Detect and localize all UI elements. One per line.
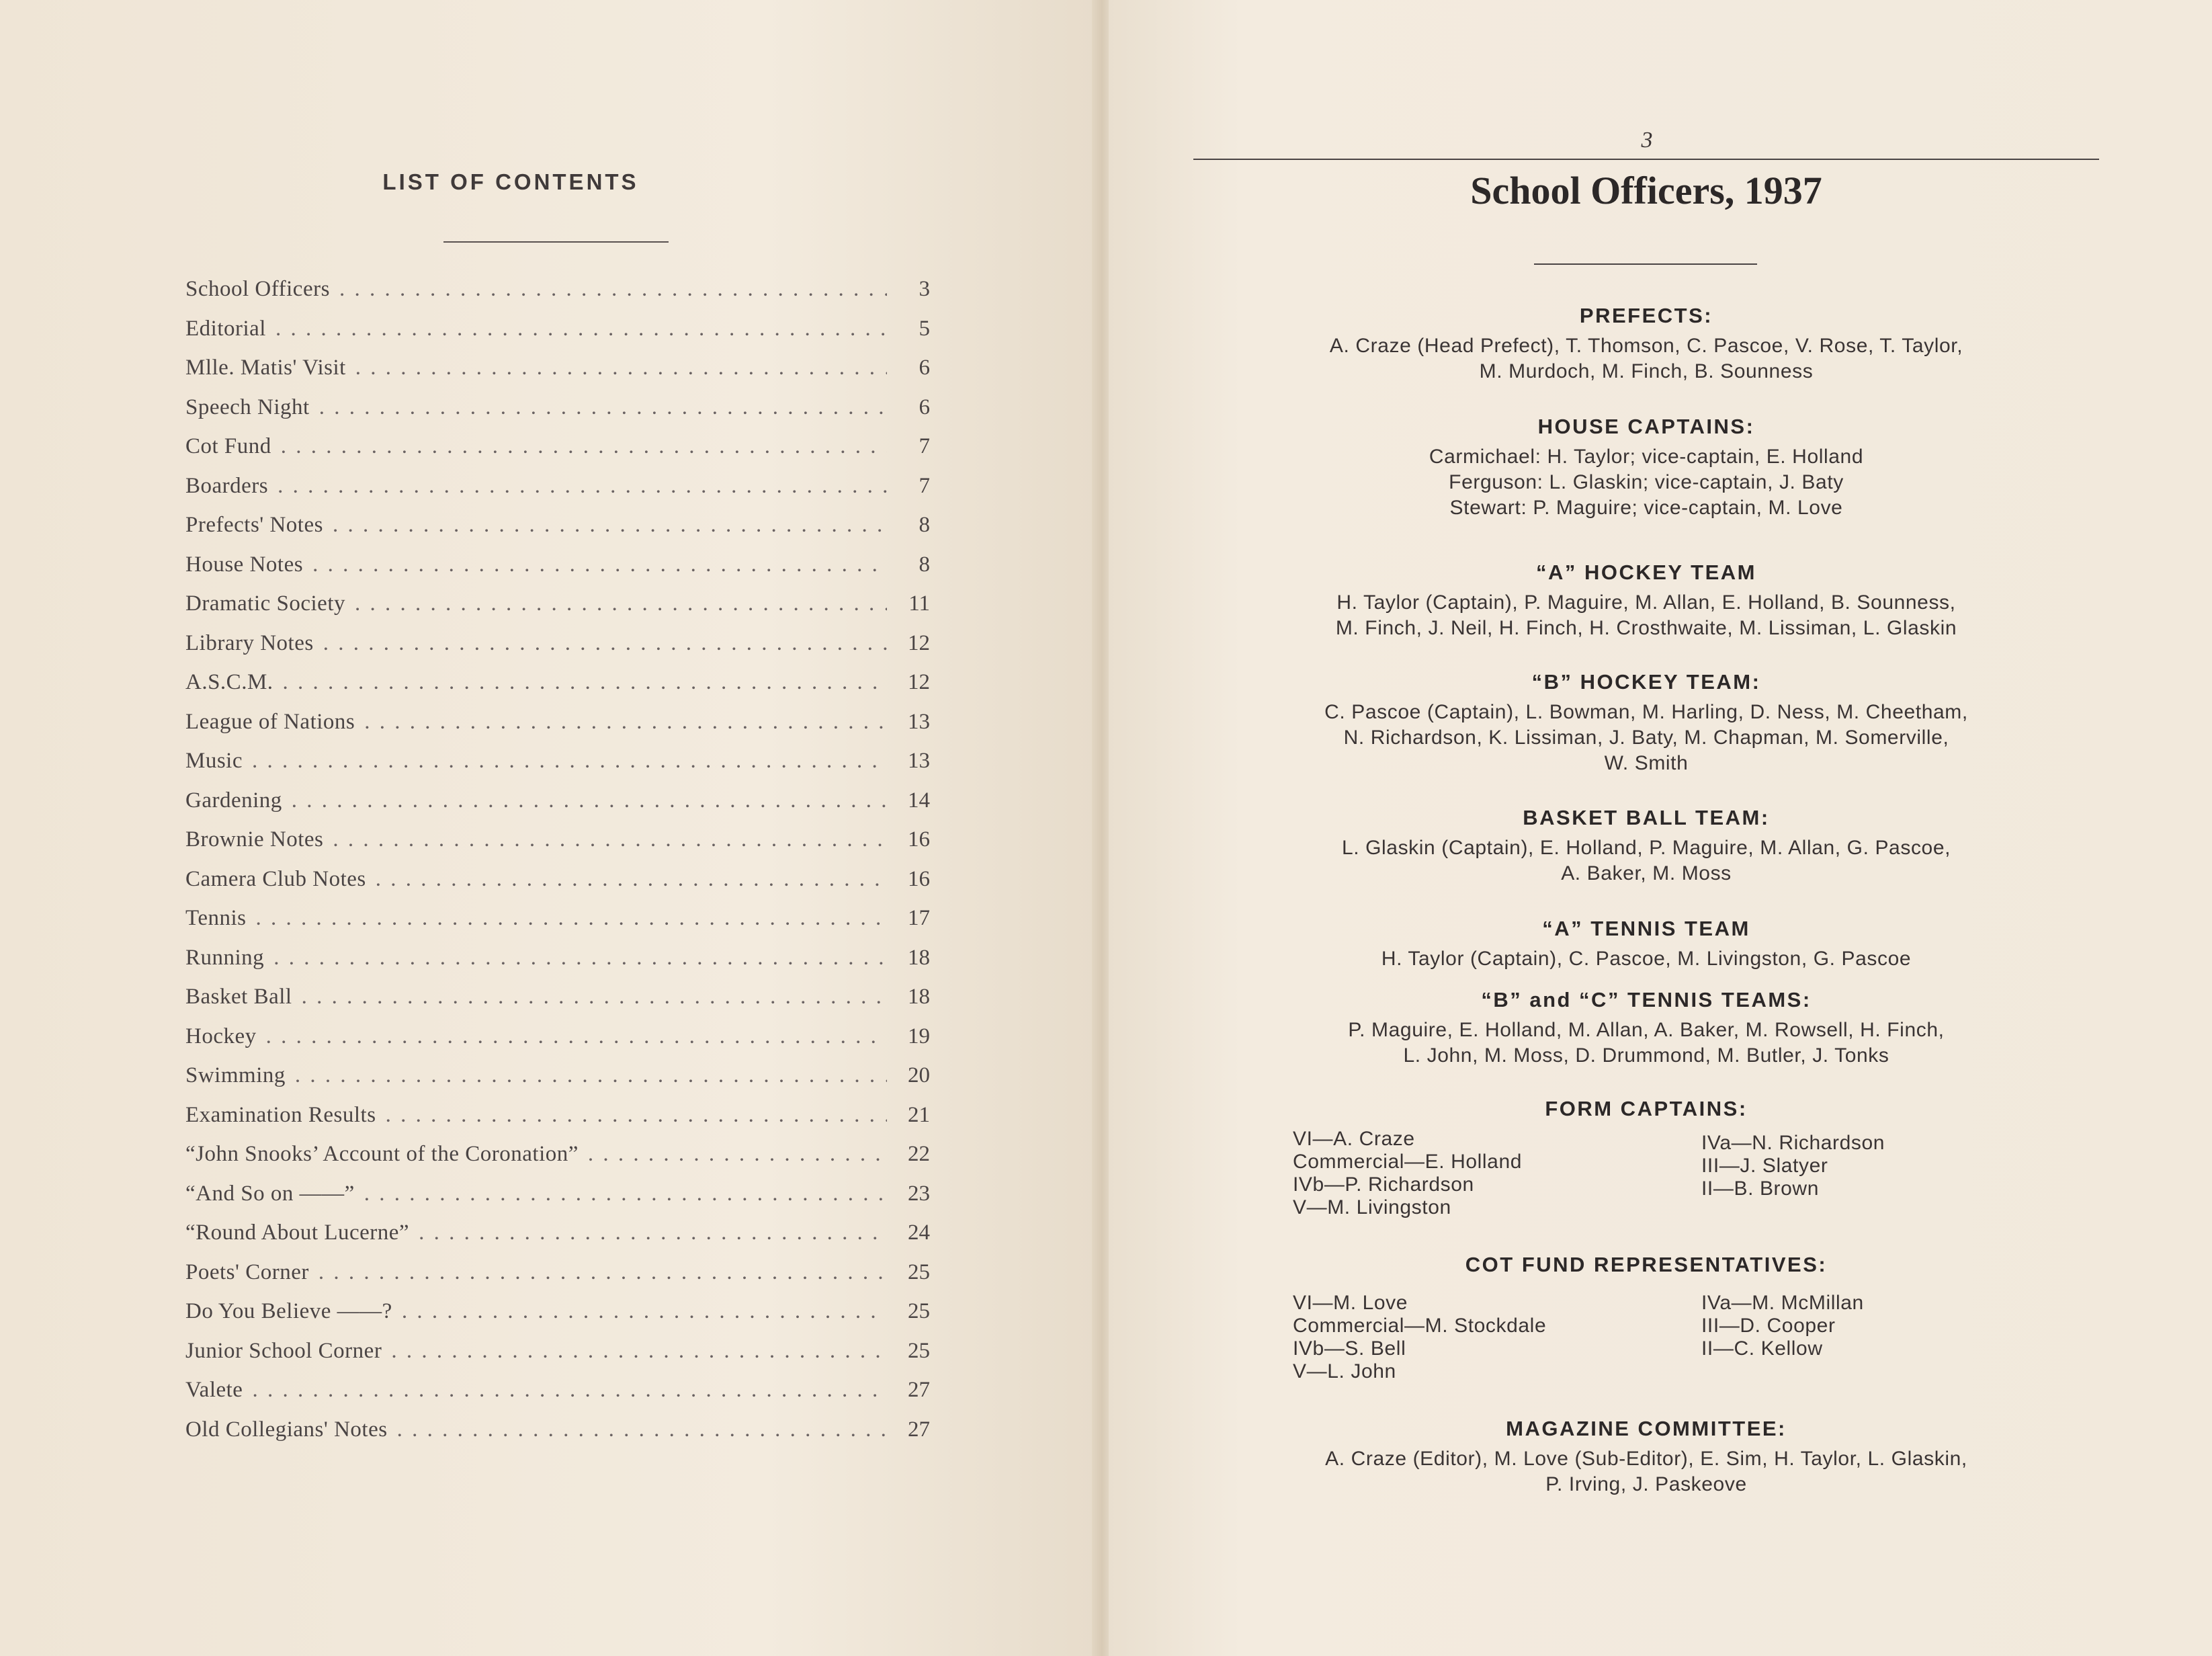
- toc-entry-page: 27: [908, 1417, 930, 1442]
- toc-leader-dots: [252, 749, 887, 774]
- section-prefects: [1193, 304, 2099, 384]
- toc-entry-title: Library Notes: [185, 630, 314, 655]
- section-line: W. Smith: [1604, 752, 1689, 774]
- toc-entry-title: Camera Club Notes: [185, 866, 366, 891]
- toc-entry-title: Music: [185, 749, 243, 773]
- section-line: C. Pascoe (Captain), L. Bowman, M. Harling, D. Ness, M. Cheetham,: [1324, 701, 1968, 723]
- toc-leader-dots: [397, 1417, 887, 1442]
- toc-entry: [185, 356, 930, 395]
- toc-entry-page: 21: [908, 1102, 930, 1127]
- toc-leader-dots: [419, 1220, 887, 1245]
- section-heading: “A” HOCKEY TEAM: [1535, 561, 1756, 584]
- toc-entry-title: League of Nations: [185, 709, 355, 734]
- section-heading: BASKET BALL TEAM:: [1523, 806, 1770, 829]
- toc-entry: [185, 434, 930, 474]
- toc-entry: [185, 552, 930, 592]
- toc-entry-page: 16: [908, 866, 930, 891]
- toc-entry-title: House Notes: [185, 552, 304, 577]
- toc-entry: [185, 1024, 930, 1064]
- toc-leader-dots: [386, 1103, 887, 1128]
- list-item: IVb—S. Bell: [1293, 1337, 1406, 1360]
- toc-entry-title: Poets' Corner: [185, 1259, 309, 1284]
- toc-entry-title: Speech Night: [185, 395, 310, 419]
- list-item: V—L. John: [1293, 1360, 1396, 1382]
- section-heading: MAGAZINE COMMITTEE:: [1506, 1417, 1787, 1440]
- toc-entry: [185, 1299, 930, 1339]
- toc-entry-title: Junior School Corner: [185, 1338, 382, 1363]
- list-item: VI—A. Craze: [1293, 1128, 1415, 1150]
- toc-entry: [185, 277, 930, 317]
- section-magazine-committee: [1193, 1417, 2099, 1497]
- toc-leader-dots: [319, 395, 887, 420]
- section-line: H. Taylor (Captain), C. Pascoe, M. Livingston, G. Pascoe: [1381, 948, 1912, 970]
- toc-leader-dots: [355, 591, 887, 616]
- list-item: III—J. Slatyer: [1701, 1155, 1828, 1177]
- list-item: IVa—M. McMillan: [1701, 1292, 1864, 1314]
- toc-entry: [185, 395, 930, 435]
- toc-entry-page: 25: [908, 1259, 930, 1284]
- toc-entry-page: 3: [919, 277, 930, 301]
- toc-entry-page: 12: [908, 670, 930, 694]
- section-bc-tennis: [1193, 988, 2099, 1069]
- title-rule: [443, 241, 669, 243]
- section-line: H. Taylor (Captain), P. Maguire, M. Allan, E. Holland, B. Sounness,: [1336, 591, 1956, 614]
- toc-leader-dots: [295, 1063, 887, 1088]
- toc-entry: [185, 670, 930, 710]
- toc-leader-dots: [364, 1182, 887, 1206]
- list-item: VI—M. Love: [1293, 1292, 1408, 1314]
- toc-entry-title: Prefects' Notes: [185, 513, 323, 537]
- toc-entry-page: 18: [908, 985, 930, 1009]
- toc-leader-dots: [323, 631, 887, 656]
- section-line: N. Richardson, K. Lissiman, J. Baty, M. Chapman, M. Somerville,: [1343, 727, 1949, 749]
- list-item: III—D. Cooper: [1701, 1315, 1836, 1337]
- toc-leader-dots: [376, 867, 887, 892]
- page-number: 3: [1641, 128, 1653, 153]
- page-header: [1193, 128, 2099, 161]
- section-line: M. Finch, J. Neil, H. Finch, H. Crosthwaite, M. Lissiman, L. Glaskin: [1335, 617, 1957, 639]
- contents-title: LIST OF CONTENTS: [382, 169, 639, 194]
- toc-leader-dots: [333, 827, 887, 852]
- header-rule: [1193, 159, 2099, 160]
- section-line: P. Maguire, E. Holland, M. Allan, A. Baker, M. Rowsell, H. Finch,: [1348, 1019, 1945, 1041]
- cot-fund-col1: [1293, 1292, 1701, 1383]
- section-cot-fund: [1193, 1253, 2099, 1282]
- toc-entry-page: 25: [908, 1338, 930, 1363]
- toc-entry-page: 23: [908, 1181, 930, 1206]
- toc-leader-dots: [256, 906, 887, 931]
- list-item: Commercial—E. Holland: [1293, 1151, 1523, 1173]
- toc-entry: [185, 474, 930, 513]
- toc-entry-page: 17: [908, 906, 930, 930]
- toc-entry-title: Hockey: [185, 1024, 257, 1048]
- toc-entry-title: Do You Believe ——?: [185, 1299, 392, 1323]
- toc-entry: [185, 1142, 930, 1182]
- toc-entry-page: 7: [919, 434, 930, 458]
- section-house-captains: [1193, 415, 2099, 521]
- toc-leader-dots: [275, 317, 887, 341]
- toc-entry-page: 8: [919, 552, 930, 577]
- section-a-hockey: [1193, 561, 2099, 641]
- toc-entry-page: 16: [908, 827, 930, 852]
- toc-entry: [185, 827, 930, 867]
- toc-entry-title: Editorial: [185, 316, 266, 341]
- form-captains-col2: [1701, 1128, 1885, 1219]
- toc-entry-page: 13: [908, 709, 930, 734]
- toc-entry: [185, 1220, 930, 1260]
- toc-entry: [185, 788, 930, 828]
- toc-entry-title: Valete: [185, 1378, 243, 1402]
- toc-entry: [185, 1182, 930, 1221]
- list-item: IVb—P. Richardson: [1293, 1173, 1474, 1196]
- toc-entry-title: Old Collegians' Notes: [185, 1417, 388, 1442]
- toc-entry-page: 19: [908, 1024, 930, 1048]
- section-b-hockey: [1193, 670, 2099, 776]
- toc-entry: [185, 710, 930, 749]
- page-title: School Officers, 1937: [1470, 169, 1822, 212]
- toc-entry-title: “And So on ——”: [185, 1181, 355, 1206]
- cot-fund-col2: [1701, 1292, 1864, 1383]
- toc-leader-dots: [278, 474, 887, 499]
- toc-entry-title: “John Snooks’ Account of the Coronation”: [185, 1142, 579, 1166]
- toc-entry: [185, 1378, 930, 1417]
- toc-entry-title: Basket Ball: [185, 985, 292, 1009]
- section-line: M. Murdoch, M. Finch, B. Sounness: [1479, 360, 1814, 382]
- toc-entry-title: School Officers: [185, 277, 330, 301]
- toc-entry-page: 24: [908, 1220, 930, 1245]
- section-line: A. Baker, M. Moss: [1561, 862, 1732, 884]
- form-captains-col1: [1293, 1128, 1701, 1219]
- toc-entry: [185, 749, 930, 788]
- toc-entry-title: Tennis: [185, 906, 247, 930]
- toc-entry-page: 5: [919, 316, 930, 341]
- toc-entry-page: 18: [908, 945, 930, 970]
- section-line: L. Glaskin (Captain), E. Holland, P. Maguire, M. Allan, G. Pascoe,: [1341, 837, 1951, 859]
- toc-entry-page: 14: [908, 788, 930, 813]
- section-line: Ferguson: L. Glaskin; vice-captain, J. Baty: [1449, 471, 1844, 493]
- section-heading: HOUSE CAPTAINS:: [1537, 415, 1755, 438]
- section-heading: “B” and “C” TENNIS TEAMS:: [1481, 988, 1812, 1011]
- toc-entry: [185, 946, 930, 985]
- toc-leader-dots: [355, 356, 887, 380]
- toc-entry: [185, 1339, 930, 1378]
- list-item: Commercial—M. Stockdale: [1293, 1315, 1547, 1337]
- section-a-tennis: [1193, 917, 2099, 972]
- toc-entry-page: 8: [919, 513, 930, 537]
- toc-entry-page: 27: [908, 1378, 930, 1402]
- section-heading: “A” TENNIS TEAM: [1542, 917, 1750, 940]
- section-heading: COT FUND REPRESENTATIVES:: [1465, 1253, 1828, 1276]
- toc-leader-dots: [302, 985, 887, 1009]
- form-captains-list: [1293, 1128, 2032, 1219]
- toc-entry: [185, 906, 930, 946]
- toc-entry: [185, 1260, 930, 1300]
- toc-entry: [185, 591, 930, 631]
- toc-entry-page: 22: [908, 1142, 930, 1166]
- section-line: Stewart: P. Maguire; vice-captain, M. Love: [1449, 497, 1843, 519]
- toc-entry: [185, 631, 930, 671]
- toc-entry-page: 12: [908, 630, 930, 655]
- toc-leader-dots: [318, 1260, 887, 1285]
- section-line: L. John, M. Moss, D. Drummond, M. Butler, J. Tonks: [1403, 1044, 1889, 1067]
- section-basket-ball: [1193, 806, 2099, 886]
- toc-entry: [185, 867, 930, 907]
- toc-leader-dots: [292, 788, 887, 813]
- list-item: II—C. Kellow: [1701, 1337, 1823, 1360]
- toc-entry: [185, 1103, 930, 1143]
- list-item: II—B. Brown: [1701, 1177, 1819, 1200]
- section-line: A. Craze (Editor), M. Love (Sub-Editor), E. Sim, H. Taylor, L. Glaskin,: [1325, 1448, 1967, 1470]
- toc-entry-title: Mlle. Matis' Visit: [185, 356, 346, 380]
- toc-leader-dots: [312, 552, 887, 577]
- toc-leader-dots: [402, 1299, 887, 1324]
- toc-entry-page: 11: [908, 591, 930, 616]
- left-page: [0, 0, 1095, 1656]
- toc-leader-dots: [588, 1142, 887, 1167]
- title-rule-right: [1534, 263, 1757, 265]
- toc-entry: [185, 1063, 930, 1103]
- section-heading: “B” HOCKEY TEAM:: [1531, 670, 1761, 694]
- toc-leader-dots: [281, 434, 887, 459]
- toc-entry-page: 6: [919, 356, 930, 380]
- toc-entry-title: Running: [185, 945, 265, 970]
- list-item: IVa—N. Richardson: [1701, 1132, 1885, 1154]
- toc-leader-dots: [333, 513, 887, 538]
- section-line: Carmichael: H. Taylor; vice-captain, E. Holland: [1429, 446, 1864, 468]
- toc-entry-title: Cot Fund: [185, 434, 271, 458]
- toc-leader-dots: [273, 946, 887, 970]
- toc-entry-title: Examination Results: [185, 1102, 376, 1127]
- toc-leader-dots: [339, 277, 887, 302]
- toc-entry-title: Swimming: [185, 1063, 286, 1087]
- toc-entry: [185, 317, 930, 356]
- list-item: V—M. Livingston: [1293, 1196, 1451, 1218]
- toc-entry-page: 25: [908, 1299, 930, 1323]
- toc-entry-title: Brownie Notes: [185, 827, 324, 852]
- toc-leader-dots: [252, 1378, 887, 1403]
- toc-leader-dots: [266, 1024, 887, 1049]
- toc-entry: [185, 513, 930, 552]
- toc-entry-page: 20: [908, 1063, 930, 1087]
- section-form-captains: [1193, 1097, 2099, 1126]
- toc-entry-title: A.S.C.M.: [185, 670, 273, 694]
- toc-entry-page: 13: [908, 749, 930, 773]
- table-of-contents: [185, 277, 930, 1456]
- toc-leader-dots: [391, 1339, 887, 1364]
- toc-entry-title: Gardening: [185, 788, 282, 813]
- toc-entry-title: Dramatic Society: [185, 591, 346, 616]
- section-line: A. Craze (Head Prefect), T. Thomson, C. Pascoe, V. Rose, T. Taylor,: [1329, 335, 1963, 357]
- toc-entry-title: “Round About Lucerne”: [185, 1220, 410, 1245]
- toc-leader-dots: [364, 710, 887, 735]
- section-line: P. Irving, J. Paskeove: [1545, 1473, 1747, 1495]
- toc-entry-page: 6: [919, 395, 930, 419]
- toc-entry: [185, 985, 930, 1024]
- cot-fund-list: [1293, 1292, 2032, 1383]
- section-heading: PREFECTS:: [1579, 304, 1713, 327]
- toc-entry-title: Boarders: [185, 473, 269, 498]
- toc-entry: [185, 1417, 930, 1457]
- toc-leader-dots: [283, 670, 887, 695]
- section-heading: FORM CAPTAINS:: [1545, 1097, 1748, 1120]
- toc-entry-page: 7: [919, 473, 930, 498]
